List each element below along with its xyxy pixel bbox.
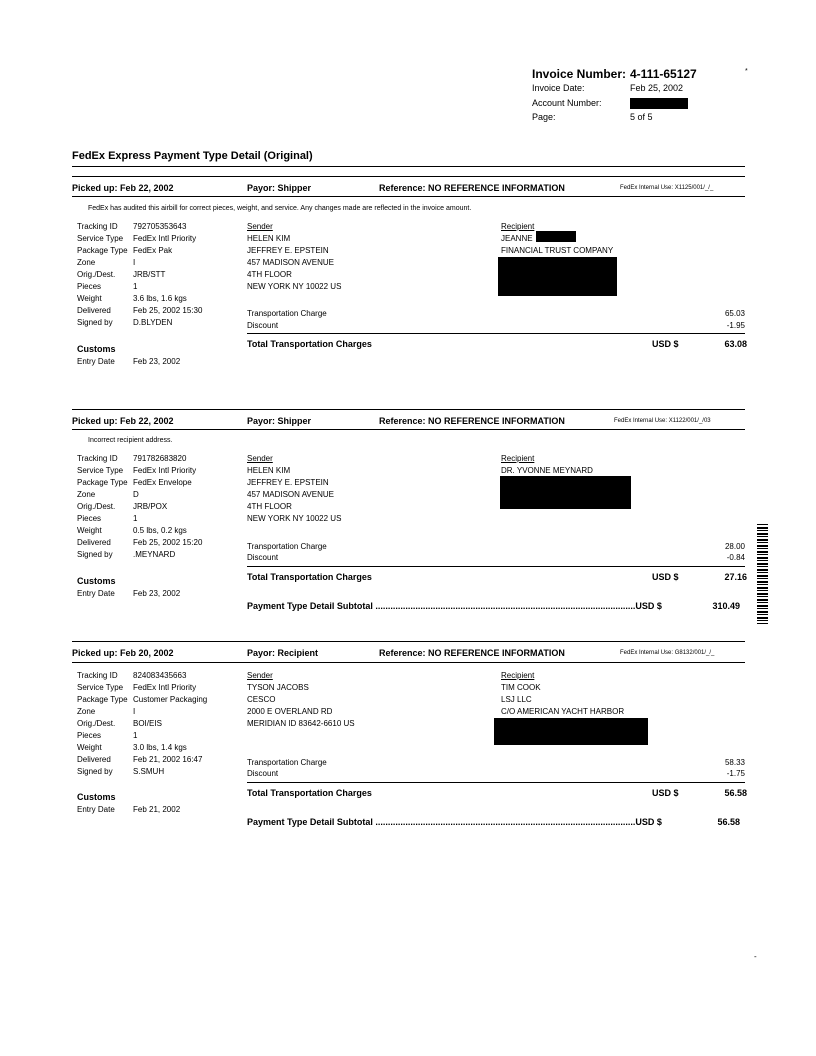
recipient-line: TIM COOK bbox=[501, 683, 541, 692]
service-type-label: Service Type bbox=[77, 234, 124, 243]
page-label: Page: bbox=[532, 112, 556, 122]
detail-values bbox=[133, 221, 202, 329]
discount-label: Discount bbox=[247, 321, 279, 330]
total-amount: 63.08 bbox=[724, 339, 747, 349]
account-number-redaction bbox=[630, 98, 688, 109]
subtotal-label: Payment Type Detail Subtotal ........................................................................................................USD $ bbox=[247, 601, 662, 611]
payor: Payor: Shipper bbox=[247, 183, 312, 193]
account-number-label: Account Number: bbox=[532, 98, 602, 108]
signed-by-label: Signed by bbox=[77, 767, 113, 776]
pieces: 1 bbox=[133, 514, 138, 523]
sender-line: TYSON JACOBS bbox=[247, 683, 309, 692]
service-type-label: Service Type bbox=[77, 683, 124, 692]
reference: Reference: NO REFERENCE INFORMATION bbox=[379, 183, 565, 193]
orig-dest: JRB/STT bbox=[133, 270, 166, 279]
pieces: 1 bbox=[133, 282, 138, 291]
charge-amount: 28.00 bbox=[724, 542, 745, 551]
charge-label: Transportation Charge bbox=[247, 542, 327, 551]
delivered: Feb 21, 2002 16:47 bbox=[133, 755, 203, 764]
zone: I bbox=[133, 707, 136, 716]
weight: 0.5 lbs, 0.2 kgs bbox=[133, 526, 187, 535]
pieces-label: Pieces bbox=[77, 731, 102, 740]
total-label: Total Transportation Charges bbox=[247, 339, 372, 349]
currency: USD $ bbox=[652, 788, 679, 798]
sender-line: CESCO bbox=[247, 695, 276, 704]
invoice-number-label: Invoice Number: bbox=[532, 67, 627, 81]
recipient-name-redaction bbox=[536, 231, 576, 242]
discount-label: Discount bbox=[247, 553, 279, 562]
weight: 3.6 lbs, 1.6 kgs bbox=[133, 294, 187, 303]
tracking-id: 792705353643 bbox=[133, 222, 187, 231]
signed-by-label: Signed by bbox=[77, 550, 113, 559]
internal-use: FedEx Internal Use: G8132/001/_/_ bbox=[620, 650, 715, 656]
signed-by-label: Signed by bbox=[77, 318, 113, 327]
sender-label: Sender bbox=[247, 454, 273, 463]
zone-label: Zone bbox=[77, 490, 96, 499]
customs-label: Customs bbox=[77, 576, 116, 586]
delivered: Feb 25, 2002 15:30 bbox=[133, 306, 203, 315]
totals-rule bbox=[247, 333, 745, 334]
pieces: 1 bbox=[133, 731, 138, 740]
customs-label: Customs bbox=[77, 792, 116, 802]
orig-dest: JRB/POX bbox=[133, 502, 168, 511]
shipment-header-rule bbox=[72, 662, 745, 663]
currency: USD $ bbox=[652, 572, 679, 582]
sender-line: JEFFREY E. EPSTEIN bbox=[247, 478, 329, 487]
totals-rule bbox=[247, 566, 745, 567]
entry-date: Feb 23, 2002 bbox=[133, 357, 181, 366]
zone: I bbox=[133, 258, 136, 267]
weight: 3.0 lbs, 1.4 kgs bbox=[133, 743, 187, 752]
recipient-label: Recipient bbox=[501, 454, 535, 463]
internal-use: FedEx Internal Use: X1122/001/_/03 bbox=[614, 418, 711, 424]
sender-line: JEFFREY E. EPSTEIN bbox=[247, 246, 329, 255]
orig-dest: BOI/EIS bbox=[133, 719, 162, 728]
entry-date-label: Entry Date bbox=[77, 357, 115, 366]
orig-dest-label: Orig./Dest. bbox=[77, 719, 116, 728]
recipient-address-redaction bbox=[498, 257, 617, 296]
subtotal-label: Payment Type Detail Subtotal ........................................................................................................USD $ bbox=[247, 817, 662, 827]
recipient-line: FINANCIAL TRUST COMPANY bbox=[501, 246, 614, 255]
sender-line: NEW YORK NY 10022 US bbox=[247, 514, 342, 523]
title-rule bbox=[72, 166, 745, 167]
package-type: Customer Packaging bbox=[133, 695, 208, 704]
customs-label: Customs bbox=[77, 344, 116, 354]
recipient-line: LSJ LLC bbox=[501, 695, 532, 704]
invoice-number: 4-111-65127 bbox=[630, 67, 697, 81]
entry-date: Feb 21, 2002 bbox=[133, 805, 181, 814]
sender-line: 457 MADISON AVENUE bbox=[247, 490, 334, 499]
entry-date-label: Entry Date bbox=[77, 589, 115, 598]
recipient-block bbox=[501, 670, 624, 718]
recipient-label: Recipient bbox=[501, 671, 535, 680]
total-amount: 56.58 bbox=[724, 788, 747, 798]
zone: D bbox=[133, 490, 139, 499]
sender-label: Sender bbox=[247, 222, 273, 231]
entry-date-label: Entry Date bbox=[77, 805, 115, 814]
zone-label: Zone bbox=[77, 707, 96, 716]
recipient-address-redaction bbox=[500, 476, 631, 509]
section-rule bbox=[72, 409, 745, 410]
reference: Reference: NO REFERENCE INFORMATION bbox=[379, 416, 565, 426]
audit-note: FedEx has audited this airbill for correct pieces, weight, and service. Any changes made are reflected in the invoice amount. bbox=[88, 205, 472, 212]
page-number: 5 of 5 bbox=[630, 112, 653, 122]
package-type: FedEx Envelope bbox=[133, 478, 192, 487]
recipient-line: JEANNE bbox=[501, 234, 533, 243]
subtotal-amount: 310.49 bbox=[712, 601, 740, 611]
delivered-label: Delivered bbox=[77, 538, 111, 547]
weight-label: Weight bbox=[77, 294, 102, 303]
signed-by: S.SMUH bbox=[133, 767, 165, 776]
total-label: Total Transportation Charges bbox=[247, 572, 372, 582]
charge-amount: 58.33 bbox=[724, 758, 745, 767]
footer-mark: - bbox=[754, 952, 757, 961]
signed-by: D.BLYDEN bbox=[133, 318, 173, 327]
discount-amount: -1.95 bbox=[726, 321, 745, 330]
discount-amount: -0.84 bbox=[726, 553, 745, 562]
tracking-id: 791782683820 bbox=[133, 454, 187, 463]
orig-dest-label: Orig./Dest. bbox=[77, 502, 116, 511]
recipient-line: C/O AMERICAN YACHT HARBOR bbox=[501, 707, 625, 716]
signed-by: .MEYNARD bbox=[133, 550, 176, 559]
charge-amount: 65.03 bbox=[724, 309, 745, 318]
header-mark: * bbox=[745, 68, 748, 75]
detail-values bbox=[133, 453, 202, 561]
pieces-label: Pieces bbox=[77, 514, 102, 523]
sender-block bbox=[247, 670, 355, 730]
currency: USD $ bbox=[652, 339, 679, 349]
picked-up: Picked up: Feb 20, 2002 bbox=[72, 648, 174, 658]
service-type: FedEx Intl Priority bbox=[133, 683, 197, 692]
recipient-label: Recipient bbox=[501, 222, 535, 231]
delivered: Feb 25, 2002 15:20 bbox=[133, 538, 203, 547]
service-type: FedEx Intl Priority bbox=[133, 234, 197, 243]
sender-label: Sender bbox=[247, 671, 273, 680]
section-rule bbox=[72, 641, 745, 642]
shipment-header-rule bbox=[72, 429, 745, 430]
sender-line: MERIDIAN ID 83642-6610 US bbox=[247, 719, 355, 728]
total-amount: 27.16 bbox=[724, 572, 747, 582]
weight-label: Weight bbox=[77, 743, 102, 752]
tracking-id-label: Tracking ID bbox=[77, 671, 118, 680]
sender-line: 4TH FLOOR bbox=[247, 502, 292, 511]
orig-dest-label: Orig./Dest. bbox=[77, 270, 116, 279]
charge-label: Transportation Charge bbox=[247, 309, 327, 318]
recipient-block bbox=[501, 453, 593, 477]
barcode bbox=[757, 524, 768, 624]
detail-values bbox=[133, 670, 207, 778]
delivered-label: Delivered bbox=[77, 306, 111, 315]
zone-label: Zone bbox=[77, 258, 96, 267]
delivered-label: Delivered bbox=[77, 755, 111, 764]
discount-label: Discount bbox=[247, 769, 279, 778]
tracking-id: 824083435663 bbox=[133, 671, 187, 680]
package-type-label: Package Type bbox=[77, 478, 128, 487]
shipment-header-rule bbox=[72, 196, 745, 197]
sender-block bbox=[247, 221, 341, 293]
invoice-date: Feb 25, 2002 bbox=[630, 83, 684, 93]
picked-up: Picked up: Feb 22, 2002 bbox=[72, 416, 174, 426]
sender-line: NEW YORK NY 10022 US bbox=[247, 282, 342, 291]
section-rule bbox=[72, 176, 745, 177]
totals-rule bbox=[247, 782, 745, 783]
service-type: FedEx Intl Priority bbox=[133, 466, 197, 475]
sender-line: HELEN KIM bbox=[247, 466, 291, 475]
package-type: FedEx Pak bbox=[133, 246, 173, 255]
internal-use: FedEx Internal Use: X1125/001/_/_ bbox=[620, 185, 714, 191]
sender-line: 457 MADISON AVENUE bbox=[247, 258, 334, 267]
payor: Payor: Shipper bbox=[247, 416, 312, 426]
sender-line: HELEN KIM bbox=[247, 234, 291, 243]
recipient-line: DR. YVONNE MEYNARD bbox=[501, 466, 593, 475]
package-type-label: Package Type bbox=[77, 695, 128, 704]
discount-amount: -1.75 bbox=[726, 769, 745, 778]
sender-line: 2000 E OVERLAND RD bbox=[247, 707, 333, 716]
weight-label: Weight bbox=[77, 526, 102, 535]
picked-up: Picked up: Feb 22, 2002 bbox=[72, 183, 174, 193]
recipient-address-redaction bbox=[494, 718, 648, 745]
sender-line: 4TH FLOOR bbox=[247, 270, 292, 279]
detail-labels bbox=[77, 453, 128, 561]
entry-date: Feb 23, 2002 bbox=[133, 589, 181, 598]
payor: Payor: Recipient bbox=[247, 648, 319, 658]
tracking-id-label: Tracking ID bbox=[77, 222, 118, 231]
service-type-label: Service Type bbox=[77, 466, 124, 475]
sender-block bbox=[247, 453, 341, 525]
total-label: Total Transportation Charges bbox=[247, 788, 372, 798]
pieces-label: Pieces bbox=[77, 282, 102, 291]
subtotal-amount: 56.58 bbox=[717, 817, 740, 827]
document-title: FedEx Express Payment Type Detail (Original) bbox=[72, 150, 313, 162]
detail-labels bbox=[77, 221, 128, 329]
audit-note: Incorrect recipient address. bbox=[88, 437, 173, 444]
reference: Reference: NO REFERENCE INFORMATION bbox=[379, 648, 565, 658]
charge-label: Transportation Charge bbox=[247, 758, 327, 767]
tracking-id-label: Tracking ID bbox=[77, 454, 118, 463]
package-type-label: Package Type bbox=[77, 246, 128, 255]
invoice-date-label: Invoice Date: bbox=[532, 83, 585, 93]
detail-labels bbox=[77, 670, 128, 778]
